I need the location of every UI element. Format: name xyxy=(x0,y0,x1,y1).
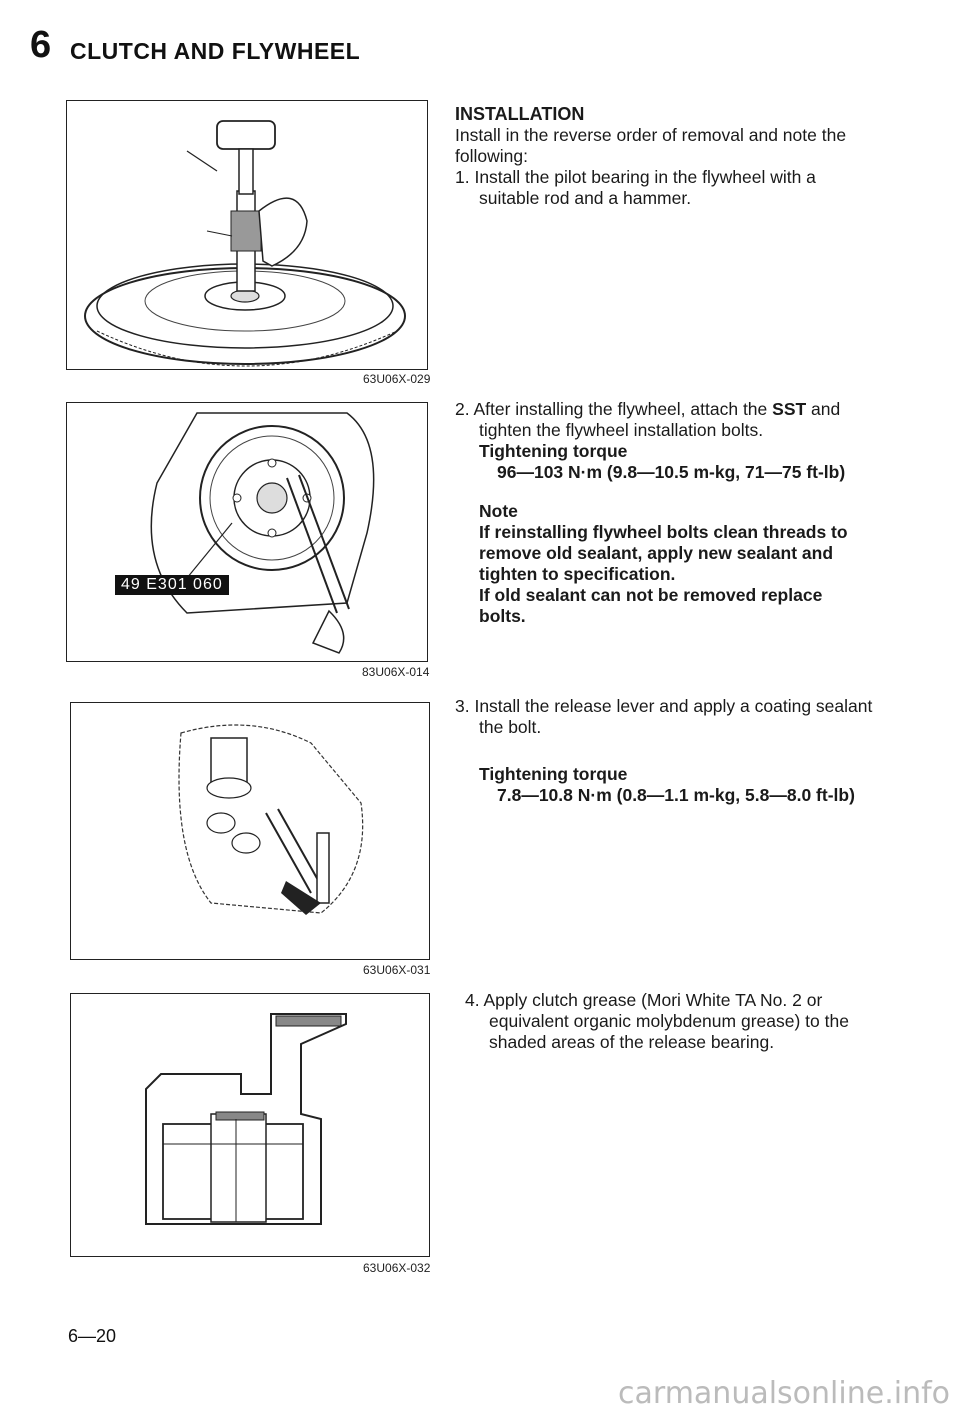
figure-code: 63U06X-032 xyxy=(363,1261,431,1275)
step-2-text-a: 2. After installing the flywheel, attach the xyxy=(455,399,773,419)
note-text-1: If reinstalling flywheel bolts clean threads to remove old sealant, apply new sealant and tighten to specification. xyxy=(479,522,848,584)
note-text-2: If old sealant can not be removed replace bolts. xyxy=(479,585,823,626)
figure-release-lever xyxy=(70,702,430,960)
step-3-block xyxy=(455,696,873,806)
section-number: 6 xyxy=(30,24,52,66)
note-label: Note xyxy=(479,501,518,521)
release-lever-illustration xyxy=(71,703,429,959)
flywheel-hammer-illustration xyxy=(67,101,427,369)
figure-release-bearing xyxy=(70,993,430,1257)
release-bearing-illustration xyxy=(71,994,429,1256)
figure-pilot-bearing xyxy=(66,100,428,370)
figure-code: 63U06X-031 xyxy=(363,963,431,977)
step-3: 3. Install the release lever and apply a coating sealant the bolt. xyxy=(455,696,873,737)
intro-text: Install in the reverse order of removal and note the following: xyxy=(455,125,847,166)
torque-value: 7.8—10.8 N·m (0.8—1.1 m-kg, 5.8—8.0 ft-lb) xyxy=(497,785,855,805)
flywheel-torque-illustration xyxy=(67,403,427,661)
step-1: 1. Install the pilot bearing in the flywheel with a suitable rod and a hammer. xyxy=(455,167,816,208)
step-4-block xyxy=(465,990,873,1053)
step-2 xyxy=(455,399,873,441)
footer-watermark: carmanualsonline.info xyxy=(618,1376,950,1411)
page-title: CLUTCH AND FLYWHEEL xyxy=(70,38,361,64)
section-heading: INSTALLATION xyxy=(455,104,585,124)
step-2-block xyxy=(455,399,873,627)
step-2-text-b: and tighten the flywheel installation bolts. xyxy=(479,399,841,440)
torque-value: 96—103 N·m (9.8—10.5 m-kg, 71—75 ft-lb) xyxy=(497,462,846,482)
torque-label: Tightening torque xyxy=(479,441,628,461)
installation-section xyxy=(455,104,873,209)
figure-flywheel-torque xyxy=(66,402,428,662)
figure-code: 63U06X-029 xyxy=(363,372,431,386)
sst-tool-tag: 49 E301 060 xyxy=(115,575,229,595)
step-4: 4. Apply clutch grease (Mori White TA No. 2 or equivalent organic molybdenum grease) to the shaded areas of the release bearing. xyxy=(465,990,849,1052)
torque-label: Tightening torque xyxy=(479,764,628,784)
sst-label: SST xyxy=(772,399,807,419)
figure-code: 83U06X-014 xyxy=(362,665,430,679)
page-number: 6—20 xyxy=(68,1326,117,1346)
